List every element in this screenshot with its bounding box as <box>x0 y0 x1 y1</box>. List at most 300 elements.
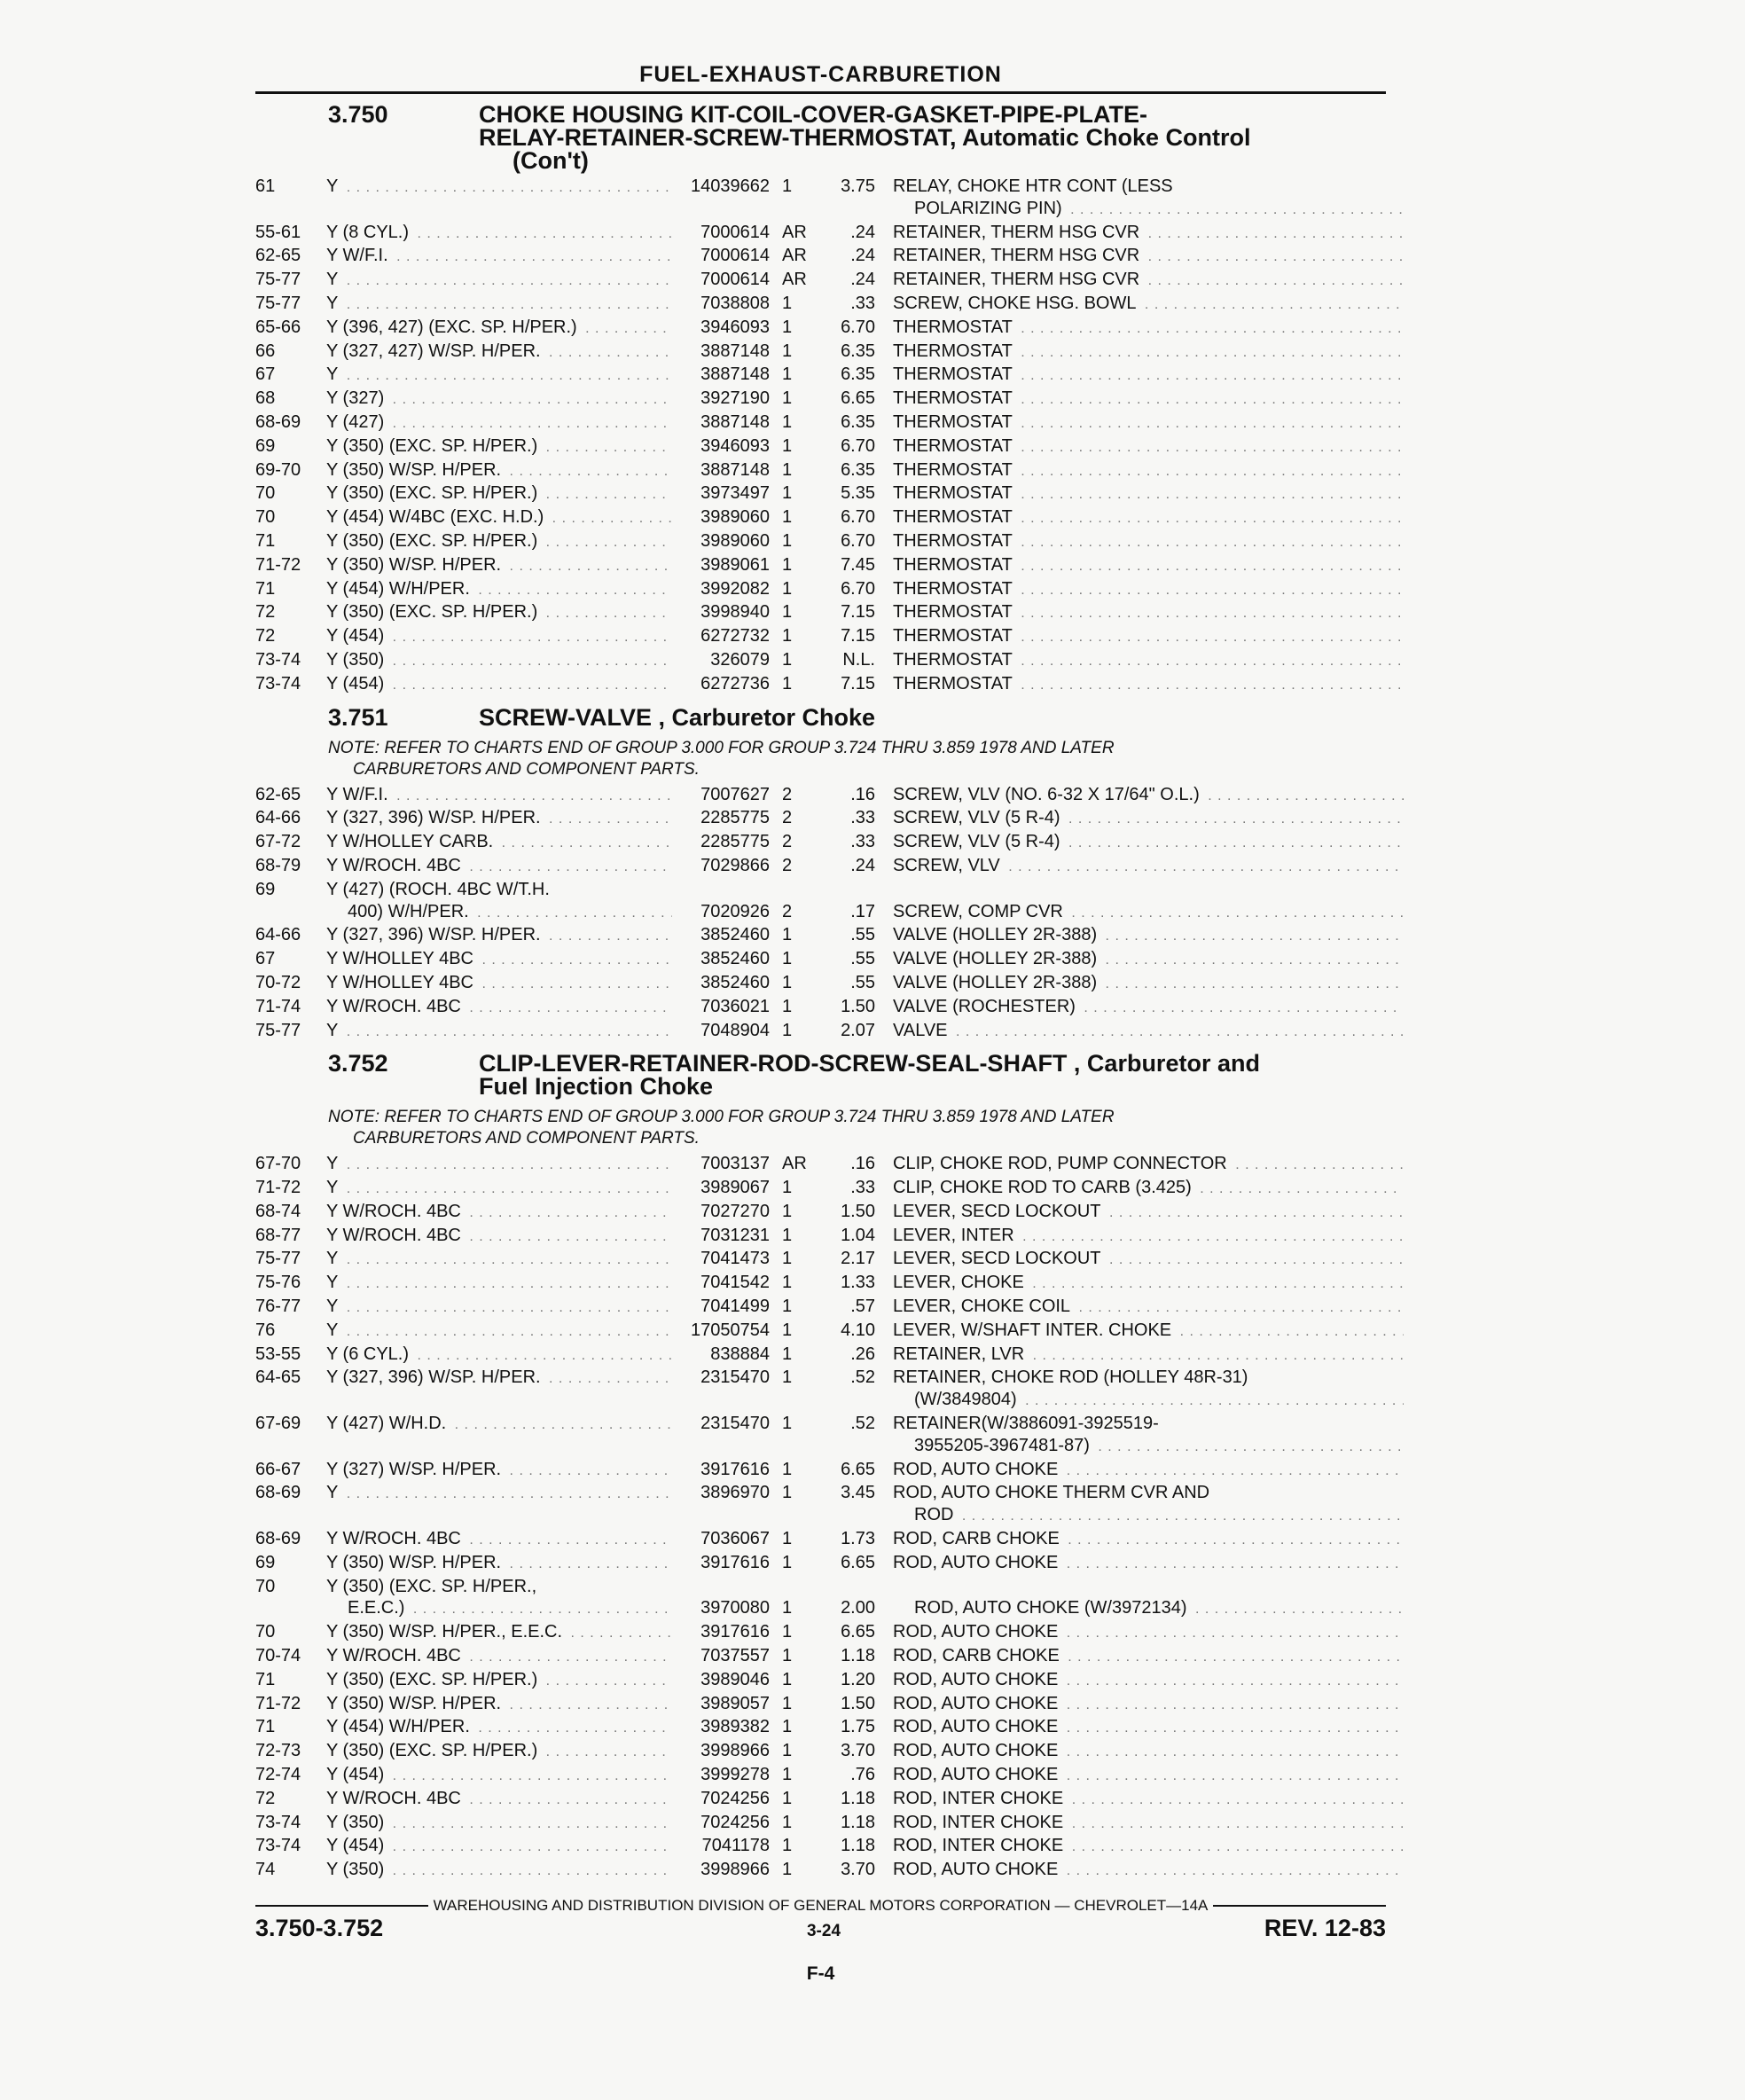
part-number-cell: 7037557 <box>700 1646 770 1666</box>
section-note <box>255 738 1386 780</box>
description-cell <box>893 1835 1404 1859</box>
application-text: Y <box>326 1154 341 1173</box>
table-row <box>255 317 1404 341</box>
application-text: Y W/ROCH. 4BC <box>326 997 465 1016</box>
description-line <box>893 1669 1404 1693</box>
price-cell: .33 <box>850 832 875 852</box>
year-cell: 71-72 <box>255 1693 301 1713</box>
description-cell <box>893 1645 1404 1669</box>
application-cell <box>326 784 672 808</box>
description-line <box>893 1835 1404 1859</box>
description-text: CLIP, CHOKE ROD, PUMP CONNECTOR <box>893 1154 1231 1173</box>
application-text: Y (8 CYL.) <box>326 223 412 242</box>
price-cell: .57 <box>850 1297 875 1317</box>
application-text: Y (350) W/SP. H/PER. <box>326 555 505 575</box>
description-cell <box>893 972 1404 996</box>
application-text: Y (350) <box>326 1813 387 1832</box>
table-row <box>255 1201 1404 1225</box>
application-line <box>326 176 672 200</box>
application-text: Y (427) W/H.D. <box>326 1414 450 1433</box>
description-text: VALVE (HOLLEY 2R-388) <box>893 973 1100 992</box>
year-cell: 64-66 <box>255 925 301 945</box>
description-cell <box>893 482 1404 506</box>
application-text: Y (454) W/H/PER. <box>326 1717 473 1736</box>
description-text: ROD, AUTO CHOKE (W/3972134) <box>914 1598 1191 1618</box>
price-cell: 3.45 <box>841 1483 875 1503</box>
description-text: THERMOSTAT <box>893 460 1016 480</box>
table-row <box>255 1740 1404 1764</box>
description-cell <box>893 1788 1404 1812</box>
description-cell <box>893 1153 1404 1177</box>
application-line <box>326 554 672 578</box>
price-cell: .52 <box>850 1414 875 1434</box>
price-cell: N.L. <box>842 649 875 670</box>
quantity-cell: 1 <box>782 626 793 646</box>
quantity-cell: 1 <box>782 1622 793 1642</box>
part-number-cell: 7041499 <box>700 1297 770 1317</box>
description-line <box>893 1177 1404 1201</box>
quantity-cell: 2 <box>782 855 793 875</box>
part-number-cell: 3917616 <box>700 1459 770 1479</box>
price-cell: .33 <box>850 1178 875 1198</box>
description-line <box>893 1153 1404 1177</box>
description-cell <box>893 1812 1404 1836</box>
application-line <box>326 1177 672 1201</box>
description-line <box>893 1225 1404 1249</box>
description-cell <box>893 317 1404 341</box>
application-text: Y (350) W/SP. H/PER. <box>326 460 505 480</box>
description-text: CLIP, CHOKE ROD TO CARB (3.425) <box>893 1178 1195 1197</box>
quantity-cell: 1 <box>782 1344 793 1364</box>
application-line <box>326 649 672 673</box>
description-text: THERMOSTAT <box>893 436 1016 456</box>
price-cell: 1.73 <box>841 1529 875 1549</box>
description-text: ROD <box>914 1505 957 1524</box>
quantity-cell: AR <box>782 246 807 266</box>
table-row <box>255 924 1404 948</box>
price-cell: .26 <box>850 1344 875 1364</box>
application-text: Y <box>326 1273 341 1292</box>
description-line <box>893 459 1404 483</box>
application-line <box>326 1859 672 1883</box>
description-line <box>893 1859 1404 1883</box>
application-text: Y <box>326 1320 341 1340</box>
application-text: Y W/F.I. <box>326 246 392 265</box>
description-cell <box>893 1344 1404 1367</box>
application-text: Y (350) (EXC. SP. H/PER.) <box>326 483 541 503</box>
description-cell <box>893 1764 1404 1788</box>
price-cell: .33 <box>850 808 875 828</box>
quantity-cell: 1 <box>782 1459 793 1479</box>
price-cell: 6.65 <box>841 1552 875 1572</box>
description-line <box>893 269 1404 293</box>
price-cell: 6.35 <box>841 411 875 432</box>
description-line <box>893 482 1404 506</box>
application-text: Y (327, 396) W/SP. H/PER. <box>326 808 544 827</box>
application-cell <box>326 649 672 673</box>
description-cell <box>893 673 1404 697</box>
quantity-cell: 1 <box>782 1297 793 1317</box>
application-line <box>326 1482 672 1506</box>
part-number-cell: 2315470 <box>700 1414 770 1434</box>
description-line <box>893 1788 1404 1812</box>
price-cell: 6.35 <box>841 459 875 480</box>
part-number-cell: 7031231 <box>700 1225 770 1245</box>
table-row <box>255 996 1404 1020</box>
application-cell <box>326 1153 672 1177</box>
description-cell <box>893 807 1404 831</box>
year-cell: 75-76 <box>255 1273 301 1293</box>
description-cell <box>893 222 1404 246</box>
application-cell <box>326 459 672 483</box>
section-number: 3.751 <box>328 703 388 731</box>
price-cell: 6.35 <box>841 341 875 361</box>
quantity-cell: 1 <box>782 1836 793 1856</box>
application-text: Y <box>326 294 341 313</box>
quantity-cell: 1 <box>782 1273 793 1293</box>
quantity-cell: 1 <box>782 341 793 361</box>
price-cell: 1.18 <box>841 1646 875 1666</box>
footer-group-range: 3.750-3.752 <box>255 1915 384 1941</box>
description-text: ROD, CARB CHOKE <box>893 1646 1063 1665</box>
table-row <box>255 1764 1404 1788</box>
quantity-cell: 1 <box>782 388 793 409</box>
description-text: ROD, AUTO CHOKE <box>893 1860 1061 1879</box>
part-number-cell: 3927190 <box>700 388 770 409</box>
price-cell: 6.70 <box>841 507 875 528</box>
application-line <box>326 1788 672 1812</box>
part-number-cell: 3989060 <box>700 530 770 551</box>
price-cell: 6.70 <box>841 435 875 456</box>
application-text: Y W/HOLLEY 4BC <box>326 973 477 992</box>
description-text: SCREW, CHOKE HSG. BOWL <box>893 294 1139 313</box>
year-cell: 71 <box>255 1717 276 1737</box>
application-line <box>326 1225 672 1249</box>
part-number-cell: 3946093 <box>700 435 770 456</box>
quantity-cell: 1 <box>782 554 793 575</box>
table-row <box>255 1296 1404 1320</box>
description-cell <box>893 1740 1404 1764</box>
price-cell: 6.65 <box>841 1622 875 1642</box>
application-text: Y (454) W/H/PER. <box>326 579 473 599</box>
description-line <box>893 1272 1404 1296</box>
description-line <box>893 317 1404 341</box>
part-number-cell: 3973497 <box>700 483 770 504</box>
description-line <box>893 1320 1404 1344</box>
application-line <box>326 1576 672 1598</box>
part-number-cell: 3992082 <box>700 578 770 599</box>
year-cell: 67 <box>255 949 276 969</box>
quantity-cell: 1 <box>782 1788 793 1808</box>
description-text: VALVE <box>893 1021 951 1040</box>
section-header <box>255 1050 1386 1101</box>
price-cell: 1.50 <box>841 1693 875 1713</box>
quantity-cell: AR <box>782 1154 807 1174</box>
section-number: 3.752 <box>328 1050 388 1077</box>
table-row <box>255 1669 1404 1693</box>
description-line <box>893 784 1404 808</box>
quantity-cell: 1 <box>782 530 793 551</box>
price-cell: .17 <box>850 901 875 921</box>
quantity-cell: 1 <box>782 317 793 337</box>
section-title <box>479 103 1386 172</box>
year-cell: 55-61 <box>255 222 301 242</box>
application-line <box>326 222 672 246</box>
application-cell <box>326 625 672 649</box>
application-line <box>326 459 672 483</box>
description-line <box>893 245 1404 269</box>
table-row <box>255 482 1404 506</box>
quantity-cell: 1 <box>782 1765 793 1785</box>
application-text: Y <box>326 1249 341 1268</box>
section-3-752 <box>255 1052 1386 1883</box>
description-line <box>893 1645 1404 1669</box>
year-cell: 72 <box>255 602 276 623</box>
application-line <box>326 1248 672 1272</box>
table-row <box>255 1812 1404 1836</box>
quantity-cell: 1 <box>782 1249 793 1269</box>
table-row <box>255 879 1404 925</box>
price-cell: 6.65 <box>841 388 875 409</box>
description-line <box>893 435 1404 459</box>
description-line <box>893 1740 1404 1764</box>
description-cell <box>893 625 1404 649</box>
application-text: Y W/ROCH. 4BC <box>326 1529 465 1548</box>
table-row <box>255 831 1404 855</box>
application-cell <box>326 1645 672 1669</box>
year-cell: 66 <box>255 341 276 361</box>
description-text: THERMOSTAT <box>893 341 1016 361</box>
part-number-cell: 3887148 <box>700 459 770 480</box>
application-cell <box>326 1835 672 1859</box>
description-line <box>893 1435 1404 1459</box>
description-line <box>893 1576 1404 1598</box>
table-row <box>255 1367 1404 1413</box>
table-row <box>255 435 1404 459</box>
table-row <box>255 948 1404 972</box>
year-cell: 70-72 <box>255 972 301 992</box>
footer-revision: REV. 12-83 <box>1264 1915 1386 1941</box>
table-row <box>255 176 1404 222</box>
table-row <box>255 601 1404 625</box>
description-cell <box>893 1621 1404 1645</box>
table-row <box>255 364 1404 388</box>
application-line <box>326 1835 672 1859</box>
year-cell: 73-74 <box>255 1836 301 1856</box>
description-text: THERMOSTAT <box>893 674 1016 693</box>
description-line <box>893 1716 1404 1740</box>
part-number-cell: 3989046 <box>700 1669 770 1689</box>
description-line <box>893 1248 1404 1272</box>
year-cell: 68-79 <box>255 855 301 875</box>
description-cell <box>893 601 1404 625</box>
application-line <box>326 245 672 269</box>
part-number-cell: 7007627 <box>700 784 770 804</box>
part-number-cell: 3917616 <box>700 1622 770 1642</box>
year-cell: 62-65 <box>255 246 301 266</box>
table-row <box>255 673 1404 697</box>
description-text: POLARIZING PIN) <box>914 199 1066 218</box>
title-rule <box>255 91 1386 94</box>
price-cell: 6.35 <box>841 364 875 385</box>
description-cell <box>893 879 1404 925</box>
year-cell: 72-73 <box>255 1741 301 1761</box>
application-text: Y <box>326 1021 341 1040</box>
quantity-cell: 2 <box>782 832 793 852</box>
parts-table <box>255 176 1404 697</box>
application-cell <box>326 317 672 341</box>
quantity-cell: AR <box>782 222 807 242</box>
year-cell: 70-74 <box>255 1646 301 1666</box>
year-cell: 67-70 <box>255 1154 301 1174</box>
application-cell <box>326 1248 672 1272</box>
description-line <box>893 948 1404 972</box>
application-line <box>326 1669 672 1693</box>
year-cell: 76-77 <box>255 1297 301 1317</box>
application-cell <box>326 222 672 246</box>
application-cell <box>326 1528 672 1552</box>
table-row <box>255 341 1404 364</box>
part-number-cell: 2315470 <box>700 1367 770 1388</box>
table-row <box>255 293 1404 317</box>
application-text: Y <box>326 176 341 196</box>
quantity-cell: 2 <box>782 808 793 828</box>
application-cell <box>326 673 672 697</box>
year-cell: 69 <box>255 1552 276 1572</box>
section-title-line: (Con't) <box>513 147 589 174</box>
table-row <box>255 1177 1404 1201</box>
price-cell: 1.18 <box>841 1788 875 1808</box>
description-text: SCREW, VLV <box>893 856 1004 875</box>
quantity-cell: 1 <box>782 1483 793 1503</box>
page-code: F-4 <box>806 1963 835 1984</box>
application-cell <box>326 855 672 879</box>
application-line <box>326 1320 672 1344</box>
description-cell <box>893 1413 1404 1459</box>
application-line <box>326 1645 672 1669</box>
year-cell: 75-77 <box>255 1020 301 1040</box>
quantity-cell: 1 <box>782 1414 793 1434</box>
description-text: ROD, AUTO CHOKE <box>893 1694 1061 1713</box>
description-cell <box>893 269 1404 293</box>
application-cell <box>326 972 672 996</box>
price-cell: 7.45 <box>841 554 875 575</box>
part-number-cell: 3989061 <box>700 554 770 575</box>
description-text: VALVE (HOLLEY 2R-388) <box>893 949 1100 968</box>
part-number-cell: 3998940 <box>700 602 770 623</box>
application-cell <box>326 1576 672 1622</box>
description-line <box>893 972 1404 996</box>
application-text: Y <box>326 1178 341 1197</box>
description-cell <box>893 1552 1404 1576</box>
application-text: Y (327) <box>326 388 387 408</box>
year-cell: 71 <box>255 1669 276 1689</box>
application-cell <box>326 831 672 855</box>
note-line: CARBURETORS AND COMPONENT PARTS. <box>353 1129 700 1148</box>
part-number-cell: 3946093 <box>700 317 770 337</box>
table-row <box>255 1225 1404 1249</box>
application-line <box>326 601 672 625</box>
description-line <box>893 1296 1404 1320</box>
quantity-cell: 1 <box>782 949 793 969</box>
footer-rule-left <box>255 1905 428 1907</box>
application-line <box>326 1344 672 1367</box>
note-line: CARBURETORS AND COMPONENT PARTS. <box>353 759 700 779</box>
quantity-cell: 2 <box>782 784 793 804</box>
description-text: LEVER, SECD LOCKOUT <box>893 1202 1105 1221</box>
description-line <box>893 1201 1404 1225</box>
application-line <box>326 1528 672 1552</box>
part-number-cell: 7003137 <box>700 1154 770 1174</box>
description-cell <box>893 1225 1404 1249</box>
price-cell: 1.18 <box>841 1836 875 1856</box>
application-text: Y (350) (EXC. SP. H/PER., <box>326 1577 540 1596</box>
part-number-cell: 3852460 <box>700 972 770 992</box>
part-number-cell: 3998966 <box>700 1741 770 1761</box>
application-line <box>326 972 672 996</box>
application-cell <box>326 1621 672 1645</box>
price-cell: 2.07 <box>841 1020 875 1040</box>
quantity-cell: 1 <box>782 1812 793 1832</box>
table-row <box>255 1459 1404 1483</box>
price-cell: 5.35 <box>841 483 875 504</box>
price-cell: 6.65 <box>841 1459 875 1479</box>
application-cell <box>326 245 672 269</box>
description-cell <box>893 1367 1404 1413</box>
description-text: LEVER, CHOKE COIL <box>893 1297 1074 1316</box>
description-line <box>893 901 1404 925</box>
description-line <box>893 1413 1404 1435</box>
description-line <box>893 1621 1404 1645</box>
table-row <box>255 530 1404 554</box>
description-cell <box>893 948 1404 972</box>
section-title-line: Fuel Injection Choke <box>479 1073 714 1101</box>
sections-container <box>255 103 1386 1883</box>
description-text: SCREW, VLV (NO. 6-32 X 17/64" O.L.) <box>893 785 1203 804</box>
year-cell: 61 <box>255 176 276 196</box>
description-line <box>893 1528 1404 1552</box>
description-text: ROD, INTER CHOKE <box>893 1813 1067 1832</box>
application-cell <box>326 1296 672 1320</box>
table-row <box>255 625 1404 649</box>
part-number-cell: 7020926 <box>700 901 770 921</box>
application-line <box>326 1201 672 1225</box>
part-number-cell: 3887148 <box>700 364 770 385</box>
description-text: THERMOSTAT <box>893 602 1016 622</box>
quantity-cell: 1 <box>782 293 793 313</box>
table-row <box>255 245 1404 269</box>
table-row <box>255 1153 1404 1177</box>
part-number-cell: 3989067 <box>700 1178 770 1198</box>
application-line <box>326 1764 672 1788</box>
price-cell: 1.18 <box>841 1812 875 1832</box>
quantity-cell: 1 <box>782 578 793 599</box>
description-cell <box>893 1459 1404 1483</box>
note-line: NOTE: REFER TO CHARTS END OF GROUP 3.000 FOR GROUP 3.724 THRU 3.859 1978 AND LATER <box>328 1108 1115 1127</box>
description-cell <box>893 176 1404 222</box>
table-row <box>255 807 1404 831</box>
application-cell <box>326 1272 672 1296</box>
year-cell: 68-69 <box>255 1483 301 1503</box>
description-line <box>893 176 1404 198</box>
price-cell: .24 <box>850 222 875 242</box>
part-number-cell: 7027270 <box>700 1201 770 1221</box>
application-text: Y (454) <box>326 626 387 646</box>
description-cell <box>893 459 1404 483</box>
price-cell: .55 <box>850 949 875 969</box>
application-cell <box>326 1413 672 1459</box>
application-line <box>326 879 672 901</box>
